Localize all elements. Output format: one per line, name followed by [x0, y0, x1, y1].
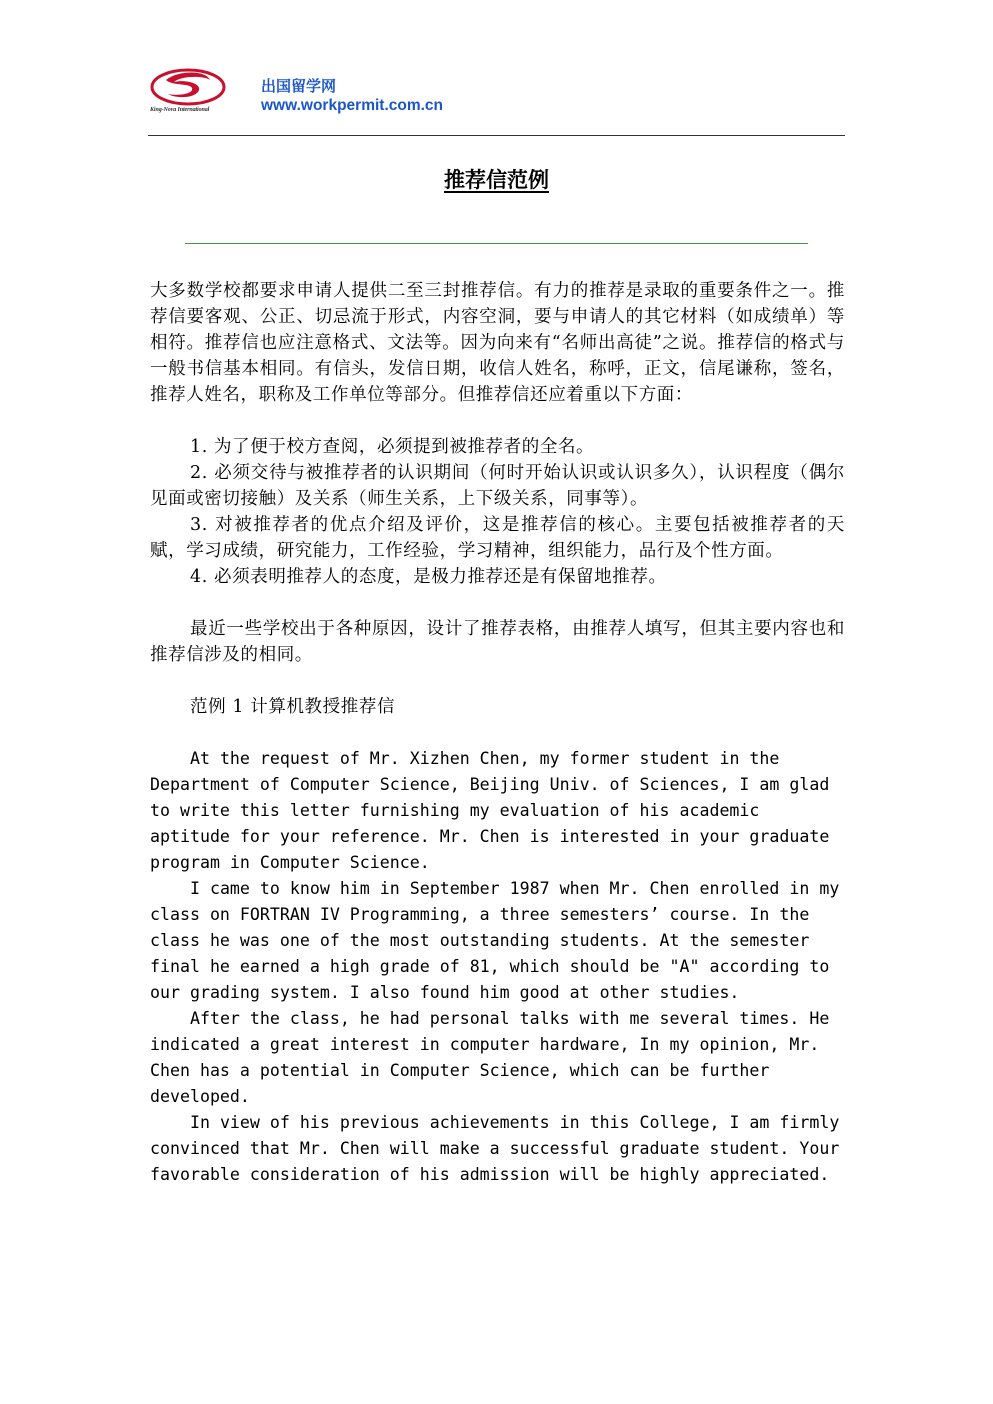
letter-paragraph: At the request of Mr. Xizhen Chen, my former student in the Department of Computer Science, Beijing Univ. of Sciences, I am glad to write this letter furnishing my evaluation of his academic aptitude for your reference. Mr. Chen is interested in your graduate program in Computer Science. — [150, 749, 830, 872]
list-item: 1. 为了便于校方查阅，必须提到被推荐者的全名。 — [190, 437, 595, 457]
king-nova-logo-icon — [148, 66, 238, 122]
logo-caption: King-Nova International — [150, 107, 210, 113]
page-header — [148, 66, 845, 136]
document-body — [150, 278, 845, 1188]
site-name[interactable]: 出国留学网 — [261, 77, 337, 95]
letter-body — [150, 746, 845, 1188]
letter-paragraph: After the class, he had personal talks with me several times. He indicated a great interest in computer hardware, In my opinion, Mr. Chen has a potential in Computer Science, which can be further developed. — [150, 1009, 830, 1106]
list-item: 3. 对被推荐者的优点介绍及评价，这是推荐信的核心。主要包括被推荐者的天赋，学习成绩，研究能力，工作经验，学习精神，组织能力，品行及个性方面。 — [150, 515, 845, 561]
list-item: 2. 必须交待与被推荐者的认识期间（何时开始认识或认识多久），认识程度（偶尔见面或密切接触）及关系（师生关系，上下级关系，同事等）。 — [150, 463, 845, 509]
page-title: 推荐信范例 — [444, 168, 549, 192]
title-divider — [185, 243, 808, 244]
intro-paragraph: 大多数学校都要求申请人提供二至三封推荐信。有力的推荐是录取的重要条件之一。推荐信要客观、公正、切忌流于形式，内容空洞，要与申请人的其它材料（如成绩单）等相符。推荐信也应注意格式、文法等。因为向来有“名师出高徒”之说。推荐信的格式与一般书信基本相同。有信头，发信日期，收信人姓名，称呼，正文，信尾谦称，签名，推荐人姓名，职称及工作单位等部分。但推荐信还应着重以下方面： — [150, 281, 845, 405]
example-heading: 范例 1 计算机教授推荐信 — [190, 697, 396, 717]
points-list — [150, 434, 845, 590]
header-divider — [148, 135, 845, 136]
note-paragraph: 最近一些学校出于各种原因，设计了推荐表格，由推荐人填写，但其主要内容也和推荐信涉及的相同。 — [150, 619, 845, 665]
letter-paragraph: In view of his previous achievements in this College, I am firmly convinced that Mr. Chen will make a successful graduate student. Your favorable consideration of his admission will be highly appreciated. — [150, 1113, 840, 1184]
site-url-link[interactable]: www.workpermit.com.cn — [261, 97, 444, 114]
letter-paragraph: I came to know him in September 1987 when Mr. Chen enrolled in my class on FORTRAN IV Programming, a three semesters’ course. In the class he was one of the most outstanding students. At the semester final he earned a high grade of 81, which should be "A" according to our grading system. I also found him good at other studies. — [150, 879, 840, 1002]
list-item: 4. 必须表明推荐人的态度，是极力推荐还是有保留地推荐。 — [190, 567, 667, 587]
